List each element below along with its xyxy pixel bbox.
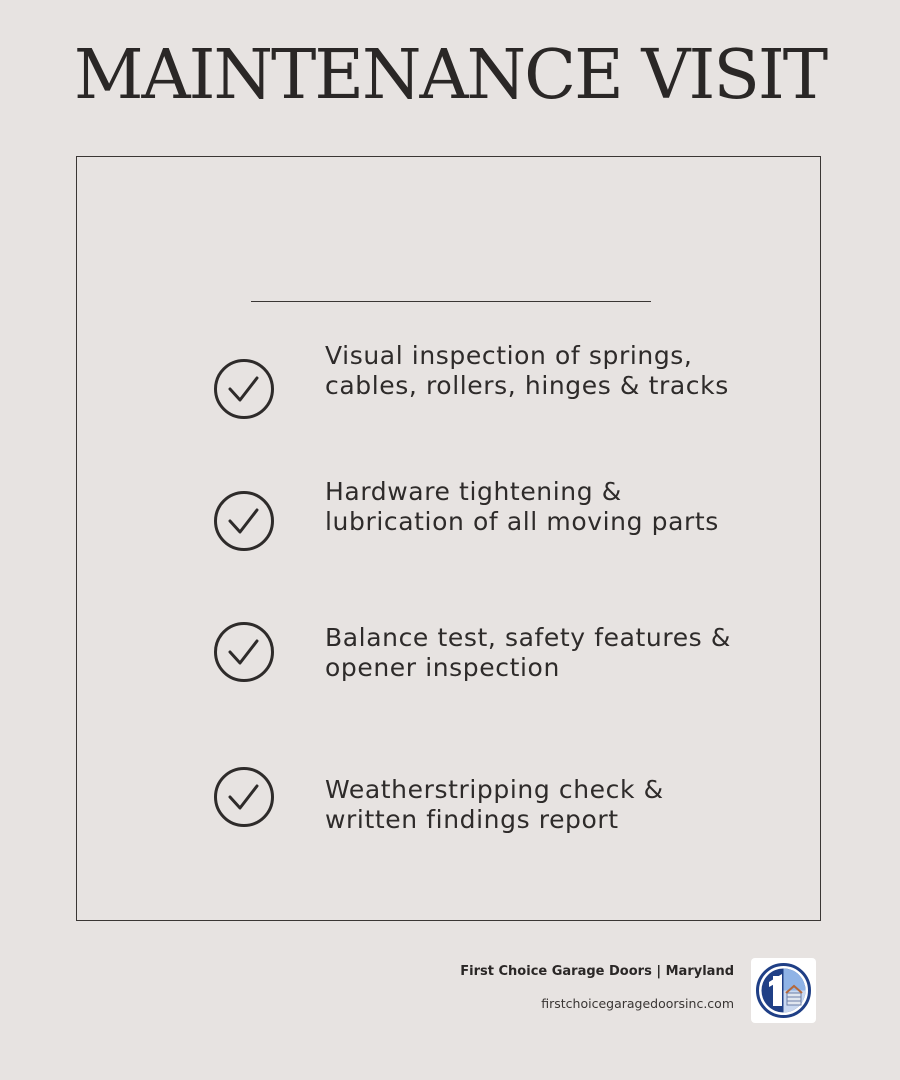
checklist-panel: [76, 156, 821, 921]
check-circle-icon: [213, 766, 275, 828]
checklist-item-text: Weatherstripping check & written findings report: [325, 775, 664, 834]
page-title: MAINTENANCE VISIT: [73, 36, 827, 115]
logo-icon: [751, 958, 816, 1023]
footer-company-name: First Choice Garage Doors | Maryland: [460, 964, 734, 979]
checklist-item-text: Hardware tightening & lubrication of all moving parts: [325, 477, 719, 536]
company-logo: [751, 958, 816, 1023]
check-circle-icon: [213, 490, 275, 552]
divider: [251, 301, 651, 302]
check-circle-icon: [213, 621, 275, 683]
check-circle-icon: [213, 358, 275, 420]
checklist-item-text: Visual inspection of springs, cables, rollers, hinges & tracks: [325, 341, 729, 400]
footer-website-link[interactable]: firstchoicegaragedoorsinc.com: [541, 996, 734, 1011]
checklist-item-text: Balance test, safety features & opener inspection: [325, 623, 731, 682]
